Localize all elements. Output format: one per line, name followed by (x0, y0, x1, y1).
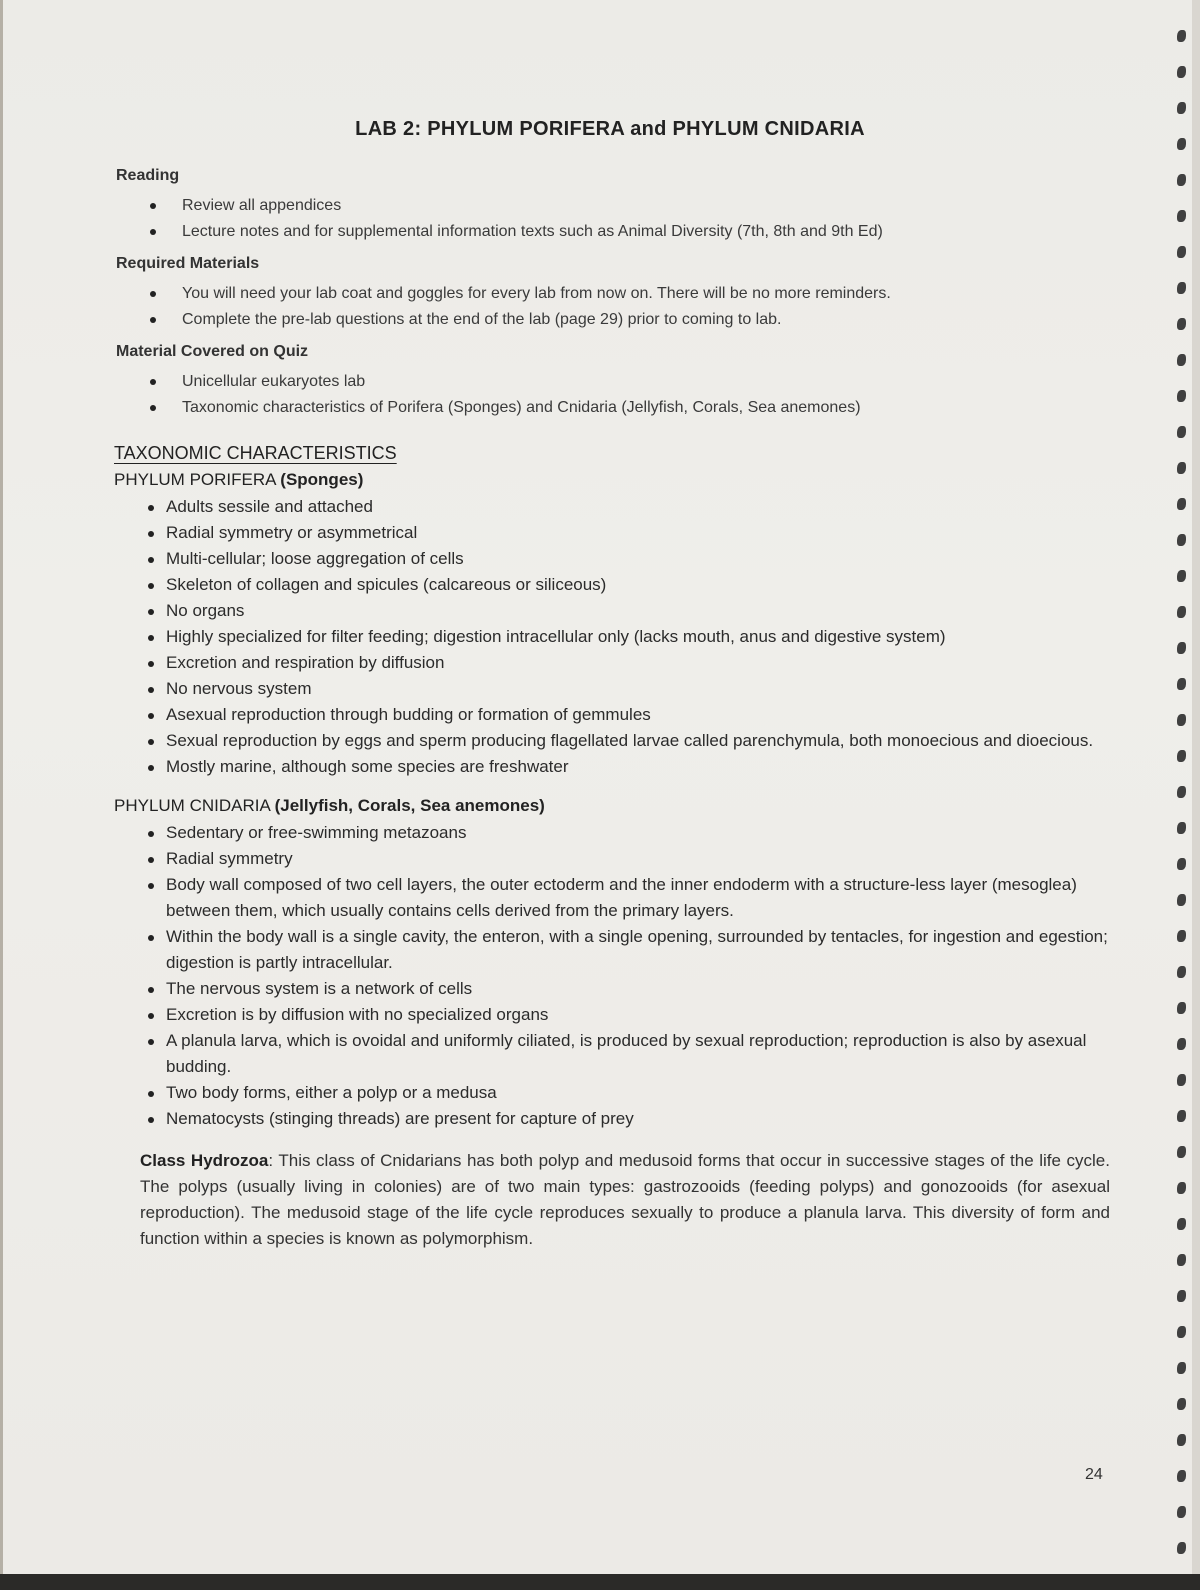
list-item: Unicellular eukaryotes lab (110, 369, 1110, 395)
bullet-icon (148, 935, 154, 941)
bullet-icon (148, 831, 154, 837)
binding-coil (1177, 570, 1186, 582)
list-item: No nervous system (110, 676, 1110, 702)
list-item: Asexual reproduction through budding or formation of gemmules (110, 702, 1110, 728)
binding-coil (1177, 1326, 1186, 1338)
bullet-icon (148, 987, 154, 993)
binding-coil (1177, 174, 1186, 186)
binding-coil (1177, 1398, 1186, 1410)
quiz-list (110, 369, 1110, 421)
binding-coil (1177, 1002, 1186, 1014)
binding-coil (1177, 714, 1186, 726)
cnidaria-heading: PHYLUM CNIDARIA (Jellyfish, Corals, Sea anemones) (114, 796, 545, 815)
binding-coil (1177, 1434, 1186, 1446)
bullet-icon (148, 661, 154, 667)
binding-coil (1177, 210, 1186, 222)
bullet-icon (150, 291, 156, 297)
binding-coil (1177, 822, 1186, 834)
list-item: Nematocysts (stinging threads) are present for capture of prey (110, 1106, 1110, 1132)
list-item: Body wall composed of two cell layers, the outer ectoderm and the inner endoderm with a structure-less layer (mesoglea) between them, which usually contains cells derived from the primary layers. (110, 872, 1110, 924)
spiral-binding (1166, 0, 1190, 1578)
bullet-icon (148, 1117, 154, 1123)
hydrozoa-label: Class Hydrozoa (140, 1151, 269, 1170)
required-materials-list (110, 281, 1110, 333)
list-item: Taxonomic characteristics of Porifera (Sponges) and Cnidaria (Jellyfish, Corals, Sea anemones) (110, 395, 1110, 421)
binding-coil (1177, 858, 1186, 870)
page-title: LAB 2: PHYLUM PORIFERA and PHYLUM CNIDARIA (355, 118, 865, 140)
bullet-icon (148, 1091, 154, 1097)
bullet-icon (150, 229, 156, 235)
list-item: Sedentary or free-swimming metazoans (110, 820, 1110, 846)
binding-coil (1177, 678, 1186, 690)
bullet-icon (148, 687, 154, 693)
binding-coil (1177, 642, 1186, 654)
binding-coil (1177, 1542, 1186, 1554)
bullet-icon (148, 1039, 154, 1045)
list-item: No organs (110, 598, 1110, 624)
list-item: Excretion is by diffusion with no specialized organs (110, 1002, 1110, 1028)
porifera-list (110, 494, 1110, 780)
binding-coil (1177, 426, 1186, 438)
list-item: Skeleton of collagen and spicules (calcareous or siliceous) (110, 572, 1110, 598)
binding-coil (1177, 786, 1186, 798)
binding-coil (1177, 282, 1186, 294)
list-item: Adults sessile and attached (110, 494, 1110, 520)
list-item: The nervous system is a network of cells (110, 976, 1110, 1002)
binding-coil (1177, 1506, 1186, 1518)
binding-coil (1177, 1254, 1186, 1266)
bullet-icon (148, 713, 154, 719)
binding-coil (1177, 1146, 1186, 1158)
list-item: Multi-cellular; loose aggregation of cells (110, 546, 1110, 572)
bullet-icon (150, 379, 156, 385)
binding-coil (1177, 894, 1186, 906)
bullet-icon (150, 317, 156, 323)
binding-coil (1177, 246, 1186, 258)
bullet-icon (148, 1013, 154, 1019)
quiz-heading: Material Covered on Quiz (116, 343, 309, 360)
bullet-icon (150, 405, 156, 411)
binding-coil (1177, 1218, 1186, 1230)
bullet-icon (148, 857, 154, 863)
binding-coil (1177, 498, 1186, 510)
page-content (110, 118, 1110, 1252)
list-item: A planula larva, which is ovoidal and uniformly ciliated, is produced by sexual reproduction; reproduction is also by asexual budding. (110, 1028, 1110, 1080)
bullet-icon (148, 557, 154, 563)
required-materials-heading: Required Materials (116, 255, 260, 272)
hydrozoa-paragraph (140, 1148, 1110, 1252)
binding-coil (1177, 1290, 1186, 1302)
list-item: Lecture notes and for supplemental information texts such as Animal Diversity (7th, 8th and 9th Ed) (110, 219, 1110, 245)
binding-coil (1177, 1362, 1186, 1374)
cnidaria-list (110, 820, 1110, 1132)
binding-coil (1177, 750, 1186, 762)
porifera-heading: PHYLUM PORIFERA (Sponges) (114, 470, 364, 489)
list-item: Highly specialized for filter feeding; digestion intracellular only (lacks mouth, anus and digestive system) (110, 624, 1110, 650)
taxonomic-characteristics-title: TAXONOMIC CHARACTERISTICS (114, 443, 397, 463)
bullet-icon (148, 505, 154, 511)
list-item: Radial symmetry (110, 846, 1110, 872)
bullet-icon (148, 583, 154, 589)
bullet-icon (150, 203, 156, 209)
binding-coil (1177, 30, 1186, 42)
binding-coil (1177, 462, 1186, 474)
binding-coil (1177, 966, 1186, 978)
binding-coil (1177, 534, 1186, 546)
bullet-icon (148, 765, 154, 771)
binding-coil (1177, 1470, 1186, 1482)
hydrozoa-text: : This class of Cnidarians has both polyp and medusoid forms that occur in successive stages of the life cycle. The polyps (usually living in colonies) are of two main types: gastrozooids (feeding polyps) and gonozooids (for asexual reproduction). The medusoid stage of the life cycle reproduces sexually to produce a planula larva. This diversity of form and function within a species is known as polymorphism. (140, 1151, 1110, 1248)
list-item: Radial symmetry or asymmetrical (110, 520, 1110, 546)
binding-coil (1177, 390, 1186, 402)
binding-coil (1177, 66, 1186, 78)
bullet-icon (148, 531, 154, 537)
binding-coil (1177, 1110, 1186, 1122)
list-item: Two body forms, either a polyp or a medusa (110, 1080, 1110, 1106)
bullet-icon (148, 739, 154, 745)
binding-coil (1177, 930, 1186, 942)
binding-coil (1177, 102, 1186, 114)
page-left-edge (0, 0, 3, 1578)
list-item: Complete the pre-lab questions at the end of the lab (page 29) prior to coming to lab. (110, 307, 1110, 333)
list-item: Sexual reproduction by eggs and sperm producing flagellated larvae called parenchymula, both monoecious and dioecious. (110, 728, 1110, 754)
bullet-icon (148, 883, 154, 889)
list-item: Excretion and respiration by diffusion (110, 650, 1110, 676)
page-number: 24 (1085, 1466, 1103, 1483)
binding-coil (1177, 1074, 1186, 1086)
list-item: You will need your lab coat and goggles for every lab from now on. There will be no more reminders. (110, 281, 1110, 307)
bullet-icon (148, 609, 154, 615)
list-item: Review all appendices (110, 193, 1110, 219)
reading-heading: Reading (116, 167, 180, 184)
binding-coil (1177, 138, 1186, 150)
binding-coil (1177, 354, 1186, 366)
binding-coil (1177, 606, 1186, 618)
list-item: Mostly marine, although some species are freshwater (110, 754, 1110, 780)
binding-coil (1177, 1182, 1186, 1194)
reading-list (110, 193, 1110, 245)
binding-coil (1177, 1038, 1186, 1050)
page-bottom-shadow (0, 1574, 1200, 1590)
binding-coil (1177, 318, 1186, 330)
list-item: Within the body wall is a single cavity, the enteron, with a single opening, surrounded by tentacles, for ingestion and egestion; digestion is partly intracellular. (110, 924, 1110, 976)
bullet-icon (148, 635, 154, 641)
